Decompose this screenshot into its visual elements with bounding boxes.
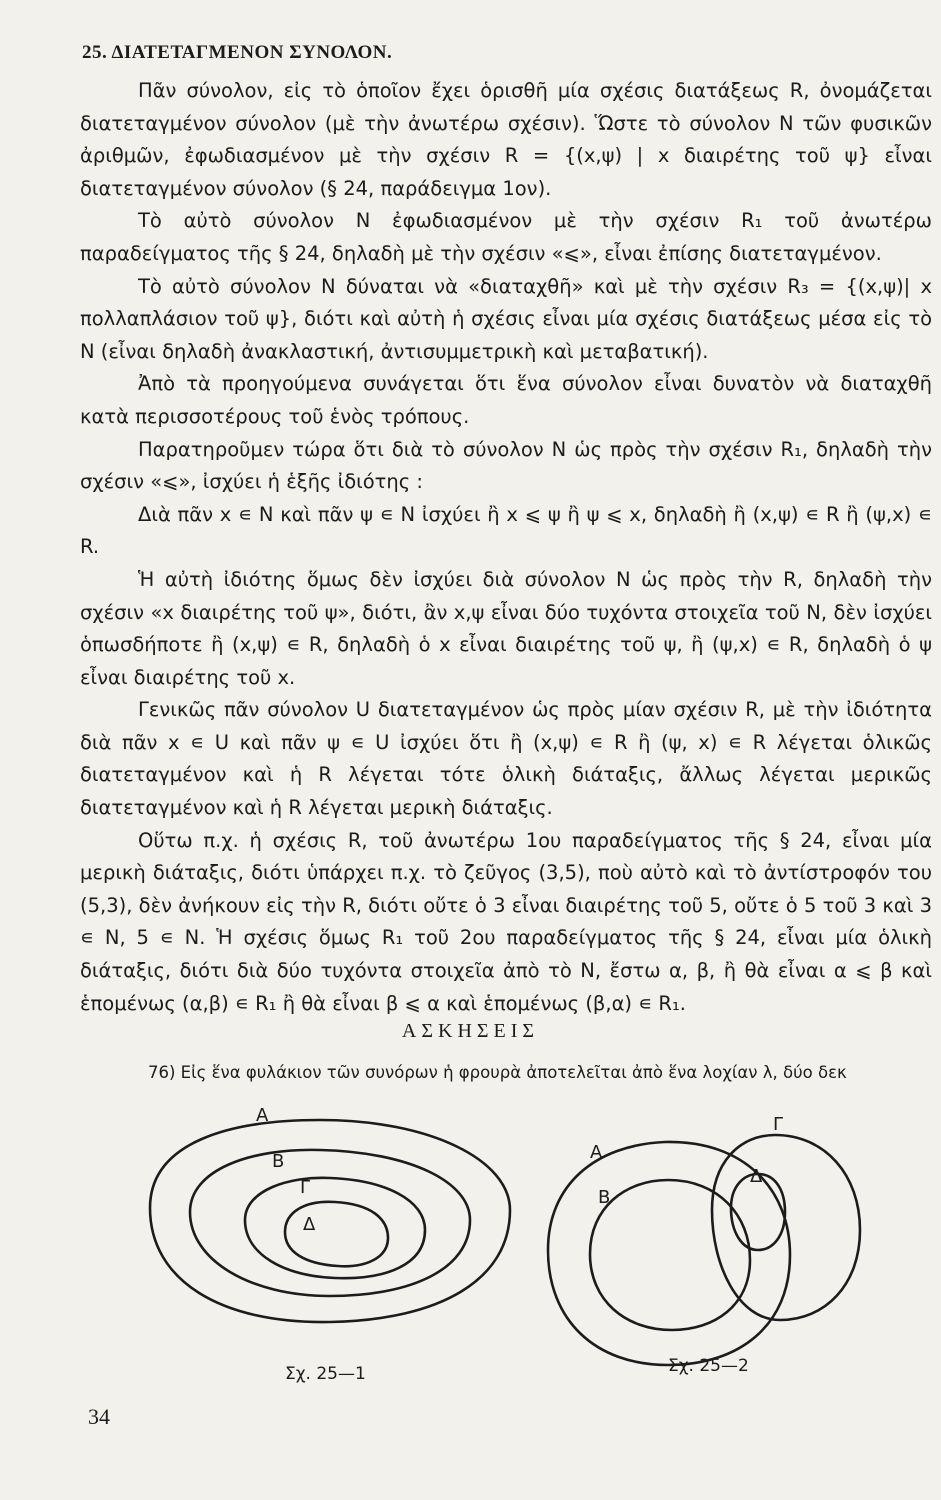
exercise-76: 76) Εἰς ἕνα φυλάκιον τῶν συνόρων ἡ φρουρὰ ἀποτελεῖται ἀπὸ ἕνα λοχίαν λ, δύο δεκ [148, 1063, 847, 1082]
venn-figures [0, 1090, 941, 1410]
fig2-label-a: Α [590, 1142, 603, 1163]
figure-1-caption: Σχ. 25—1 [285, 1364, 366, 1384]
fig1-label-a: Α [256, 1105, 269, 1126]
body-text [80, 75, 932, 1020]
page-number: 34 [88, 1404, 110, 1429]
fig1-label-d: Δ [303, 1214, 316, 1235]
paragraph-6: Διὰ πᾶν x ∊ N καὶ πᾶν ψ ∊ N ἰσχύει ἢ x ⩽ ψ ἢ ψ ⩽ x, δηλαδὴ ἢ (x,ψ) ∊ R ἢ (ψ,x) ∊ R. [80, 502, 932, 559]
figure-2-caption: Σχ. 25—2 [668, 1356, 749, 1376]
fig1-label-b: Β [272, 1151, 285, 1172]
fig2-label-c: Γ [773, 1114, 784, 1135]
paragraph-8: Γενικῶς πᾶν σύνολον U διατεταγμένον ὡς πρὸς μίαν σχέσιν R, μὲ τὴν ἰδιότητα διὰ πᾶν x ∊ U καὶ πᾶν ψ ∊ U ἰσχύει ὅτι ἢ (x,ψ) ∊ R ἢ (ψ, x) ∊ R λέγεται ὁλικῶς διατεταγμένον καὶ ἡ R λέγεται τότε ὁλικὴ διάταξις, ἄλλως λέγεται μερικῶς διατεταγμένον καὶ ἡ R λέγεται μερικὴ διάταξις. [80, 698, 932, 820]
set-c-outline [245, 1178, 425, 1278]
set-b-outline-2 [590, 1180, 750, 1330]
fig2-label-b: Β [598, 1187, 611, 1208]
section-heading: 25. ΔΙΑΤΕΤΑΓΜΕΝΟΝ ΣΥΝΟΛΟΝ. [82, 42, 393, 63]
figure-25-1 [150, 1120, 510, 1322]
paragraph-7: Ἡ αὐτὴ ἰδιότης ὅμως δὲν ἰσχύει διὰ σύνολον N ὡς πρὸς τὴν R, δηλαδὴ τὴν σχέσιν «x διαιρέτης τοῦ ψ», διότι, ἂν x,ψ εἶναι δύο τυχόντα στοιχεῖα τοῦ N, δὲν ἰσχύει ὁπωσδήποτε ἢ (x,ψ) ∊ R, δηλαδὴ ὁ x εἶναι διαιρέτης τοῦ ψ, ἢ (ψ,x) ∊ R, δηλαδὴ ὁ ψ εἶναι διαιρέτης τοῦ x. [80, 567, 932, 689]
set-d-outline [285, 1202, 388, 1266]
figure-25-2 [548, 1135, 860, 1365]
paragraph-9: Οὕτω π.χ. ἡ σχέσις R, τοῦ ἀνωτέρω 1ου παραδείγματος τῆς § 24, εἶναι μία μερικὴ διάταξις, διότι ὑπάρχει π.χ. τὸ ζεῦγος (3,5), ποὺ αὐτὸ καὶ τὸ ἀντίστροφόν του (5,3), δὲν ἀνήκουν εἰς τὴν R, διότι οὔτε ὁ 3 εἶναι διαιρέτης τοῦ 5, οὔτε ὁ 5 τοῦ 3 καὶ 3 ∊ N, 5 ∊ N. Ἡ σχέσις ὅμως R₁ τοῦ 2ου παραδείγματος τῆς § 24, εἶναι μία ὁλικὴ διάταξις, διότι διὰ δύο τυχόντα στοιχεῖα ἀπὸ τὸ N, ἔστω α, β, ἢ θὰ εἶναι α ⩽ β καὶ ἑπομένως (α,β) ∊ R₁ ἢ θὰ εἶναι β ⩽ α καὶ ἑπομένως (β,α) ∊ R₁. [80, 828, 932, 1015]
fig2-label-d: Δ [750, 1166, 763, 1187]
paragraph-5: Παρατηροῦμεν τώρα ὅτι διὰ τὸ σύνολον N ὡς πρὸς τὴν σχέσιν R₁, δηλαδὴ τὴν σχέσιν «⩽», ἰσχύει ἡ ἑξῆς ἰδιότης : [80, 437, 932, 494]
exercises-heading: ΑΣΚΗΣΕΙΣ [401, 1020, 540, 1042]
fig1-label-c: Γ [300, 1177, 311, 1198]
set-b-outline [190, 1150, 470, 1296]
paragraph-2: Τὸ αὐτὸ σύνολον N ἐφωδιασμένον μὲ τὴν σχέσιν R₁ τοῦ ἀνωτέρω παραδείγματος τῆς § 24, δηλαδὴ μὲ τὴν σχέσιν «⩽», εἶναι ἐπίσης διατεταγμένον. [80, 209, 932, 265]
paragraph-3: Τὸ αὐτὸ σύνολον N δύναται νὰ «διαταχθῆ» καὶ μὲ τὴν σχέσιν R₃ = {(x,ψ)| x πολλαπλάσιον τοῦ ψ}, διότι καὶ αὐτὴ ἡ σχέσις εἶναι μία σχέσις διατάξεως μέσα εἰς τὸ N (εἶναι δηλαδὴ ἀνακλαστική, ἀντισυμμετρικὴ καὶ μεταβατική). [80, 274, 932, 363]
paragraph-4: Ἀπὸ τὰ προηγούμενα συνάγεται ὅτι ἕνα σύνολον εἶναι δυνατὸν νὰ διαταχθῆ κατὰ περισσοτέρους τοῦ ἑνὸς τρόπους. [80, 372, 932, 428]
paragraph-1: Πᾶν σύνολον, εἰς τὸ ὁποῖον ἔχει ὁρισθῆ μία σχέσις διατάξεως R, ὀνομάζεται διατεταγμένον σύνολον (μὲ τὴν ἀνωτέρω σχέσιν). Ὥστε τὸ σύνολον N τῶν φυσικῶν ἀριθμῶν, ἐφωδιασμένον μὲ τὴν σχέσιν R = {(x,ψ) | x διαιρέτης τοῦ ψ} εἶναι διατεταγμένον σύνολον (§ 24, παράδειγμα 1ον). [80, 79, 932, 200]
